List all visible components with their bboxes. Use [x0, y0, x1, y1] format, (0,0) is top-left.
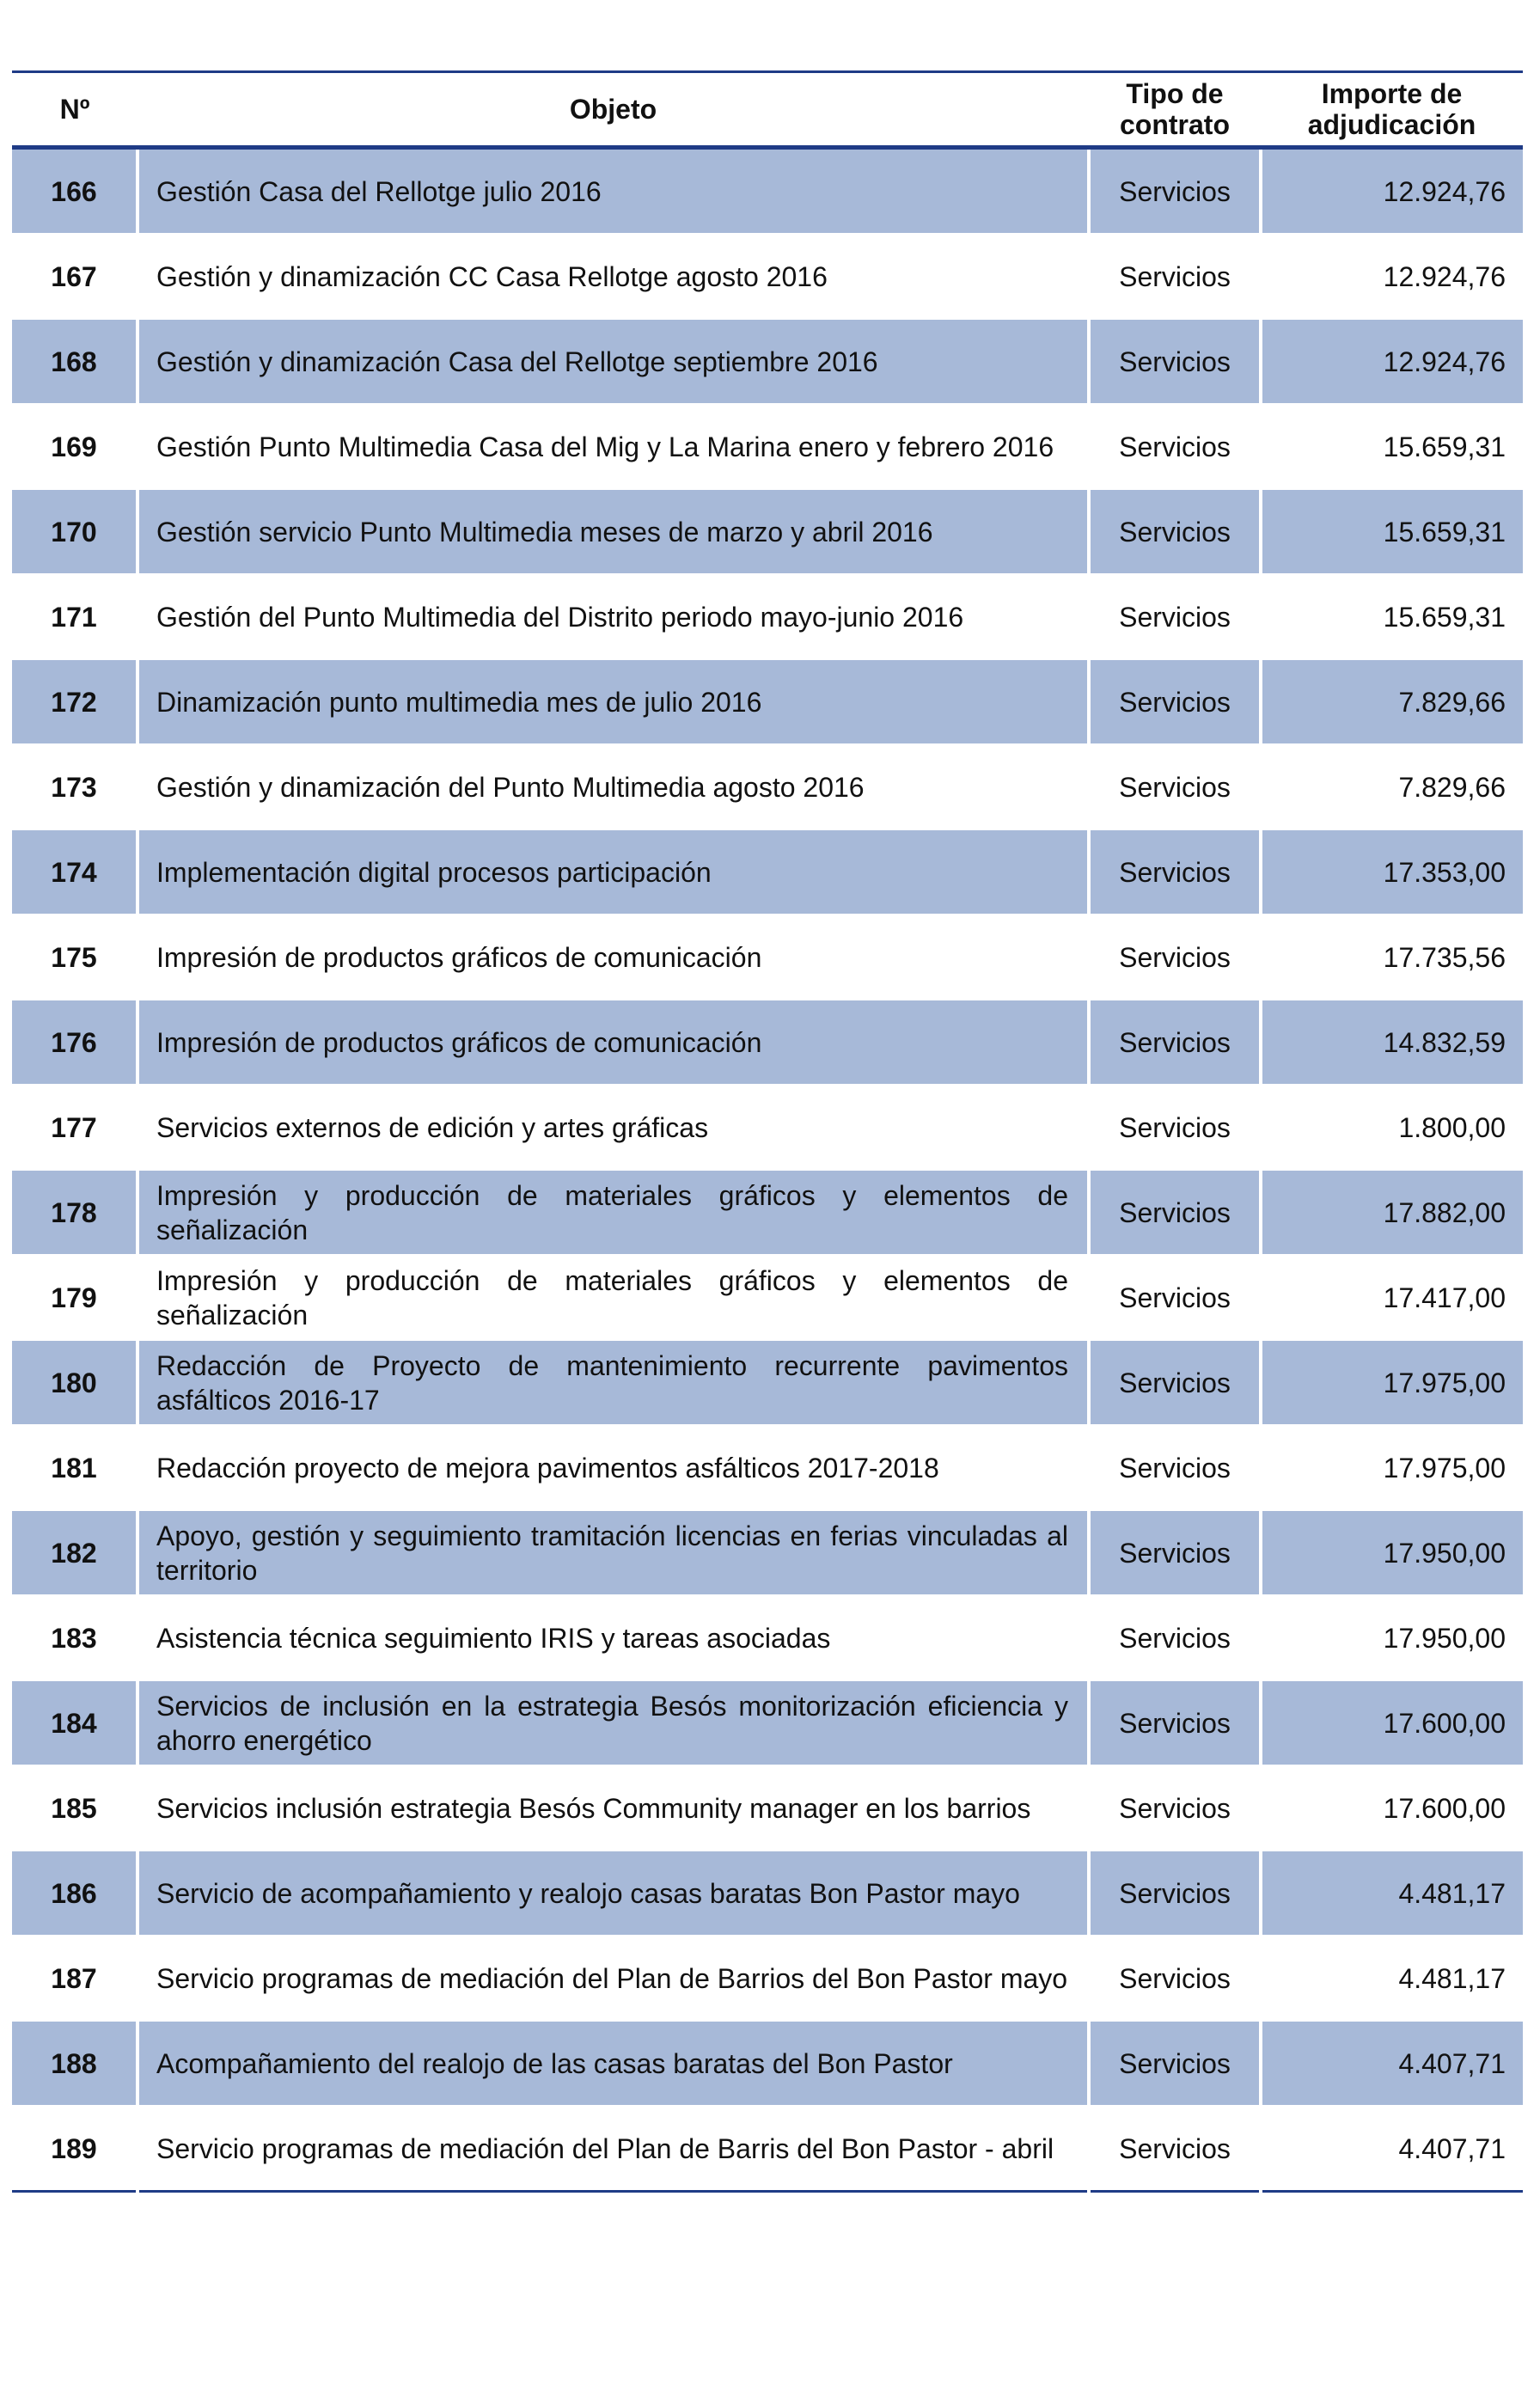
row-number: 185 [12, 1765, 138, 1851]
table-row [12, 829, 1523, 915]
row-tipo: Servicios [1089, 234, 1261, 319]
row-importe: 7.829,66 [1261, 744, 1523, 829]
table-row [12, 1425, 1523, 1510]
row-tipo: Servicios [1089, 1595, 1261, 1680]
row-number: 168 [12, 319, 138, 404]
table-row [12, 574, 1523, 659]
row-importe: 17.975,00 [1261, 1425, 1523, 1510]
row-objeto: Impresión de productos gráficos de comunicación [138, 915, 1089, 1000]
row-objeto: Servicio de acompañamiento y realojo casas baratas Bon Pastor mayo [138, 1851, 1089, 1936]
row-tipo: Servicios [1089, 1680, 1261, 1765]
table-row [12, 234, 1523, 319]
row-importe: 4.481,17 [1261, 1851, 1523, 1936]
row-importe: 4.407,71 [1261, 2106, 1523, 2192]
row-importe: 12.924,76 [1261, 148, 1523, 235]
table-row [12, 404, 1523, 489]
table-row [12, 2106, 1523, 2192]
row-number: 166 [12, 148, 138, 235]
row-objeto: Redacción de Proyecto de mantenimiento recurrente pavimentos asfálticos 2016-17 [138, 1340, 1089, 1425]
table-body [12, 148, 1523, 2192]
row-number: 175 [12, 915, 138, 1000]
table-row [12, 489, 1523, 574]
row-objeto: Gestión y dinamización Casa del Rellotge septiembre 2016 [138, 319, 1089, 404]
row-number: 187 [12, 1936, 138, 2021]
row-importe: 15.659,31 [1261, 404, 1523, 489]
row-tipo: Servicios [1089, 1255, 1261, 1340]
row-number: 184 [12, 1680, 138, 1765]
row-importe: 17.417,00 [1261, 1255, 1523, 1340]
row-number: 176 [12, 1000, 138, 1085]
row-objeto: Impresión de productos gráficos de comunicación [138, 1000, 1089, 1085]
row-tipo: Servicios [1089, 1170, 1261, 1255]
row-importe: 17.950,00 [1261, 1510, 1523, 1595]
row-number: 180 [12, 1340, 138, 1425]
row-importe: 17.950,00 [1261, 1595, 1523, 1680]
row-importe: 12.924,76 [1261, 319, 1523, 404]
row-tipo: Servicios [1089, 1510, 1261, 1595]
table-row [12, 915, 1523, 1000]
table-row [12, 659, 1523, 744]
row-number: 172 [12, 659, 138, 744]
row-importe: 4.481,17 [1261, 1936, 1523, 2021]
row-tipo: Servicios [1089, 574, 1261, 659]
row-tipo: Servicios [1089, 829, 1261, 915]
table-row [12, 1595, 1523, 1680]
row-number: 173 [12, 744, 138, 829]
row-number: 186 [12, 1851, 138, 1936]
row-importe: 1.800,00 [1261, 1085, 1523, 1170]
row-importe: 15.659,31 [1261, 574, 1523, 659]
row-objeto: Implementación digital procesos participación [138, 829, 1089, 915]
row-number: 177 [12, 1085, 138, 1170]
row-tipo: Servicios [1089, 319, 1261, 404]
row-number: 179 [12, 1255, 138, 1340]
table-row [12, 148, 1523, 235]
row-objeto: Acompañamiento del realojo de las casas baratas del Bon Pastor [138, 2021, 1089, 2106]
table-header [12, 72, 1523, 148]
row-objeto: Gestión Casa del Rellotge julio 2016 [138, 148, 1089, 235]
row-importe: 17.975,00 [1261, 1340, 1523, 1425]
row-objeto: Servicios externos de edición y artes gráficas [138, 1085, 1089, 1170]
row-objeto: Impresión y producción de materiales gráficos y elementos de señalización [138, 1170, 1089, 1255]
row-number: 167 [12, 234, 138, 319]
row-tipo: Servicios [1089, 915, 1261, 1000]
row-tipo: Servicios [1089, 659, 1261, 744]
header-tipo: Tipo de contrato [1089, 72, 1261, 148]
row-importe: 17.600,00 [1261, 1765, 1523, 1851]
row-tipo: Servicios [1089, 1000, 1261, 1085]
row-objeto: Asistencia técnica seguimiento IRIS y tareas asociadas [138, 1595, 1089, 1680]
row-tipo: Servicios [1089, 1765, 1261, 1851]
table-row [12, 1936, 1523, 2021]
row-objeto: Servicio programas de mediación del Plan de Barris del Bon Pastor - abril [138, 2106, 1089, 2192]
row-number: 174 [12, 829, 138, 915]
row-tipo: Servicios [1089, 1851, 1261, 1936]
header-objeto: Objeto [138, 72, 1089, 148]
table-row [12, 2021, 1523, 2106]
table-row [12, 1255, 1523, 1340]
row-objeto: Gestión del Punto Multimedia del Distrito periodo mayo-junio 2016 [138, 574, 1089, 659]
header-row [12, 72, 1523, 148]
table-row [12, 744, 1523, 829]
row-importe: 17.882,00 [1261, 1170, 1523, 1255]
row-objeto: Redacción proyecto de mejora pavimentos asfálticos 2017-2018 [138, 1425, 1089, 1510]
row-objeto: Impresión y producción de materiales gráficos y elementos de señalización [138, 1255, 1089, 1340]
row-objeto: Gestión y dinamización del Punto Multimedia agosto 2016 [138, 744, 1089, 829]
row-objeto: Servicios inclusión estrategia Besós Community manager en los barrios [138, 1765, 1089, 1851]
row-objeto: Gestión Punto Multimedia Casa del Mig y La Marina enero y febrero 2016 [138, 404, 1089, 489]
row-objeto: Apoyo, gestión y seguimiento tramitación licencias en ferias vinculadas al territorio [138, 1510, 1089, 1595]
row-objeto: Servicios de inclusión en la estrategia Besós monitorización eficiencia y ahorro energético [138, 1680, 1089, 1765]
row-objeto: Servicio programas de mediación del Plan de Barrios del Bon Pastor mayo [138, 1936, 1089, 2021]
header-importe: Importe de adjudicación [1261, 72, 1523, 148]
row-objeto: Gestión y dinamización CC Casa Rellotge agosto 2016 [138, 234, 1089, 319]
table-row [12, 1170, 1523, 1255]
header-num: Nº [12, 72, 138, 148]
row-number: 182 [12, 1510, 138, 1595]
row-objeto: Dinamización punto multimedia mes de julio 2016 [138, 659, 1089, 744]
row-tipo: Servicios [1089, 744, 1261, 829]
row-tipo: Servicios [1089, 404, 1261, 489]
contracts-table-container [12, 70, 1523, 2193]
row-tipo: Servicios [1089, 148, 1261, 235]
row-tipo: Servicios [1089, 1340, 1261, 1425]
row-tipo: Servicios [1089, 2021, 1261, 2106]
row-objeto: Gestión servicio Punto Multimedia meses de marzo y abril 2016 [138, 489, 1089, 574]
row-number: 169 [12, 404, 138, 489]
row-tipo: Servicios [1089, 2106, 1261, 2192]
table-row [12, 1340, 1523, 1425]
row-importe: 17.353,00 [1261, 829, 1523, 915]
row-number: 189 [12, 2106, 138, 2192]
table-row [12, 1085, 1523, 1170]
row-number: 178 [12, 1170, 138, 1255]
row-number: 188 [12, 2021, 138, 2106]
table-row [12, 1510, 1523, 1595]
row-importe: 7.829,66 [1261, 659, 1523, 744]
table-row [12, 1000, 1523, 1085]
contracts-table [12, 70, 1523, 2193]
row-number: 170 [12, 489, 138, 574]
row-tipo: Servicios [1089, 1936, 1261, 2021]
table-row [12, 1680, 1523, 1765]
row-importe: 15.659,31 [1261, 489, 1523, 574]
table-row [12, 319, 1523, 404]
row-importe: 4.407,71 [1261, 2021, 1523, 2106]
row-tipo: Servicios [1089, 489, 1261, 574]
row-importe: 14.832,59 [1261, 1000, 1523, 1085]
row-tipo: Servicios [1089, 1085, 1261, 1170]
table-row [12, 1851, 1523, 1936]
row-importe: 17.600,00 [1261, 1680, 1523, 1765]
row-number: 171 [12, 574, 138, 659]
row-number: 181 [12, 1425, 138, 1510]
table-row [12, 1765, 1523, 1851]
row-tipo: Servicios [1089, 1425, 1261, 1510]
row-importe: 17.735,56 [1261, 915, 1523, 1000]
row-number: 183 [12, 1595, 138, 1680]
row-importe: 12.924,76 [1261, 234, 1523, 319]
